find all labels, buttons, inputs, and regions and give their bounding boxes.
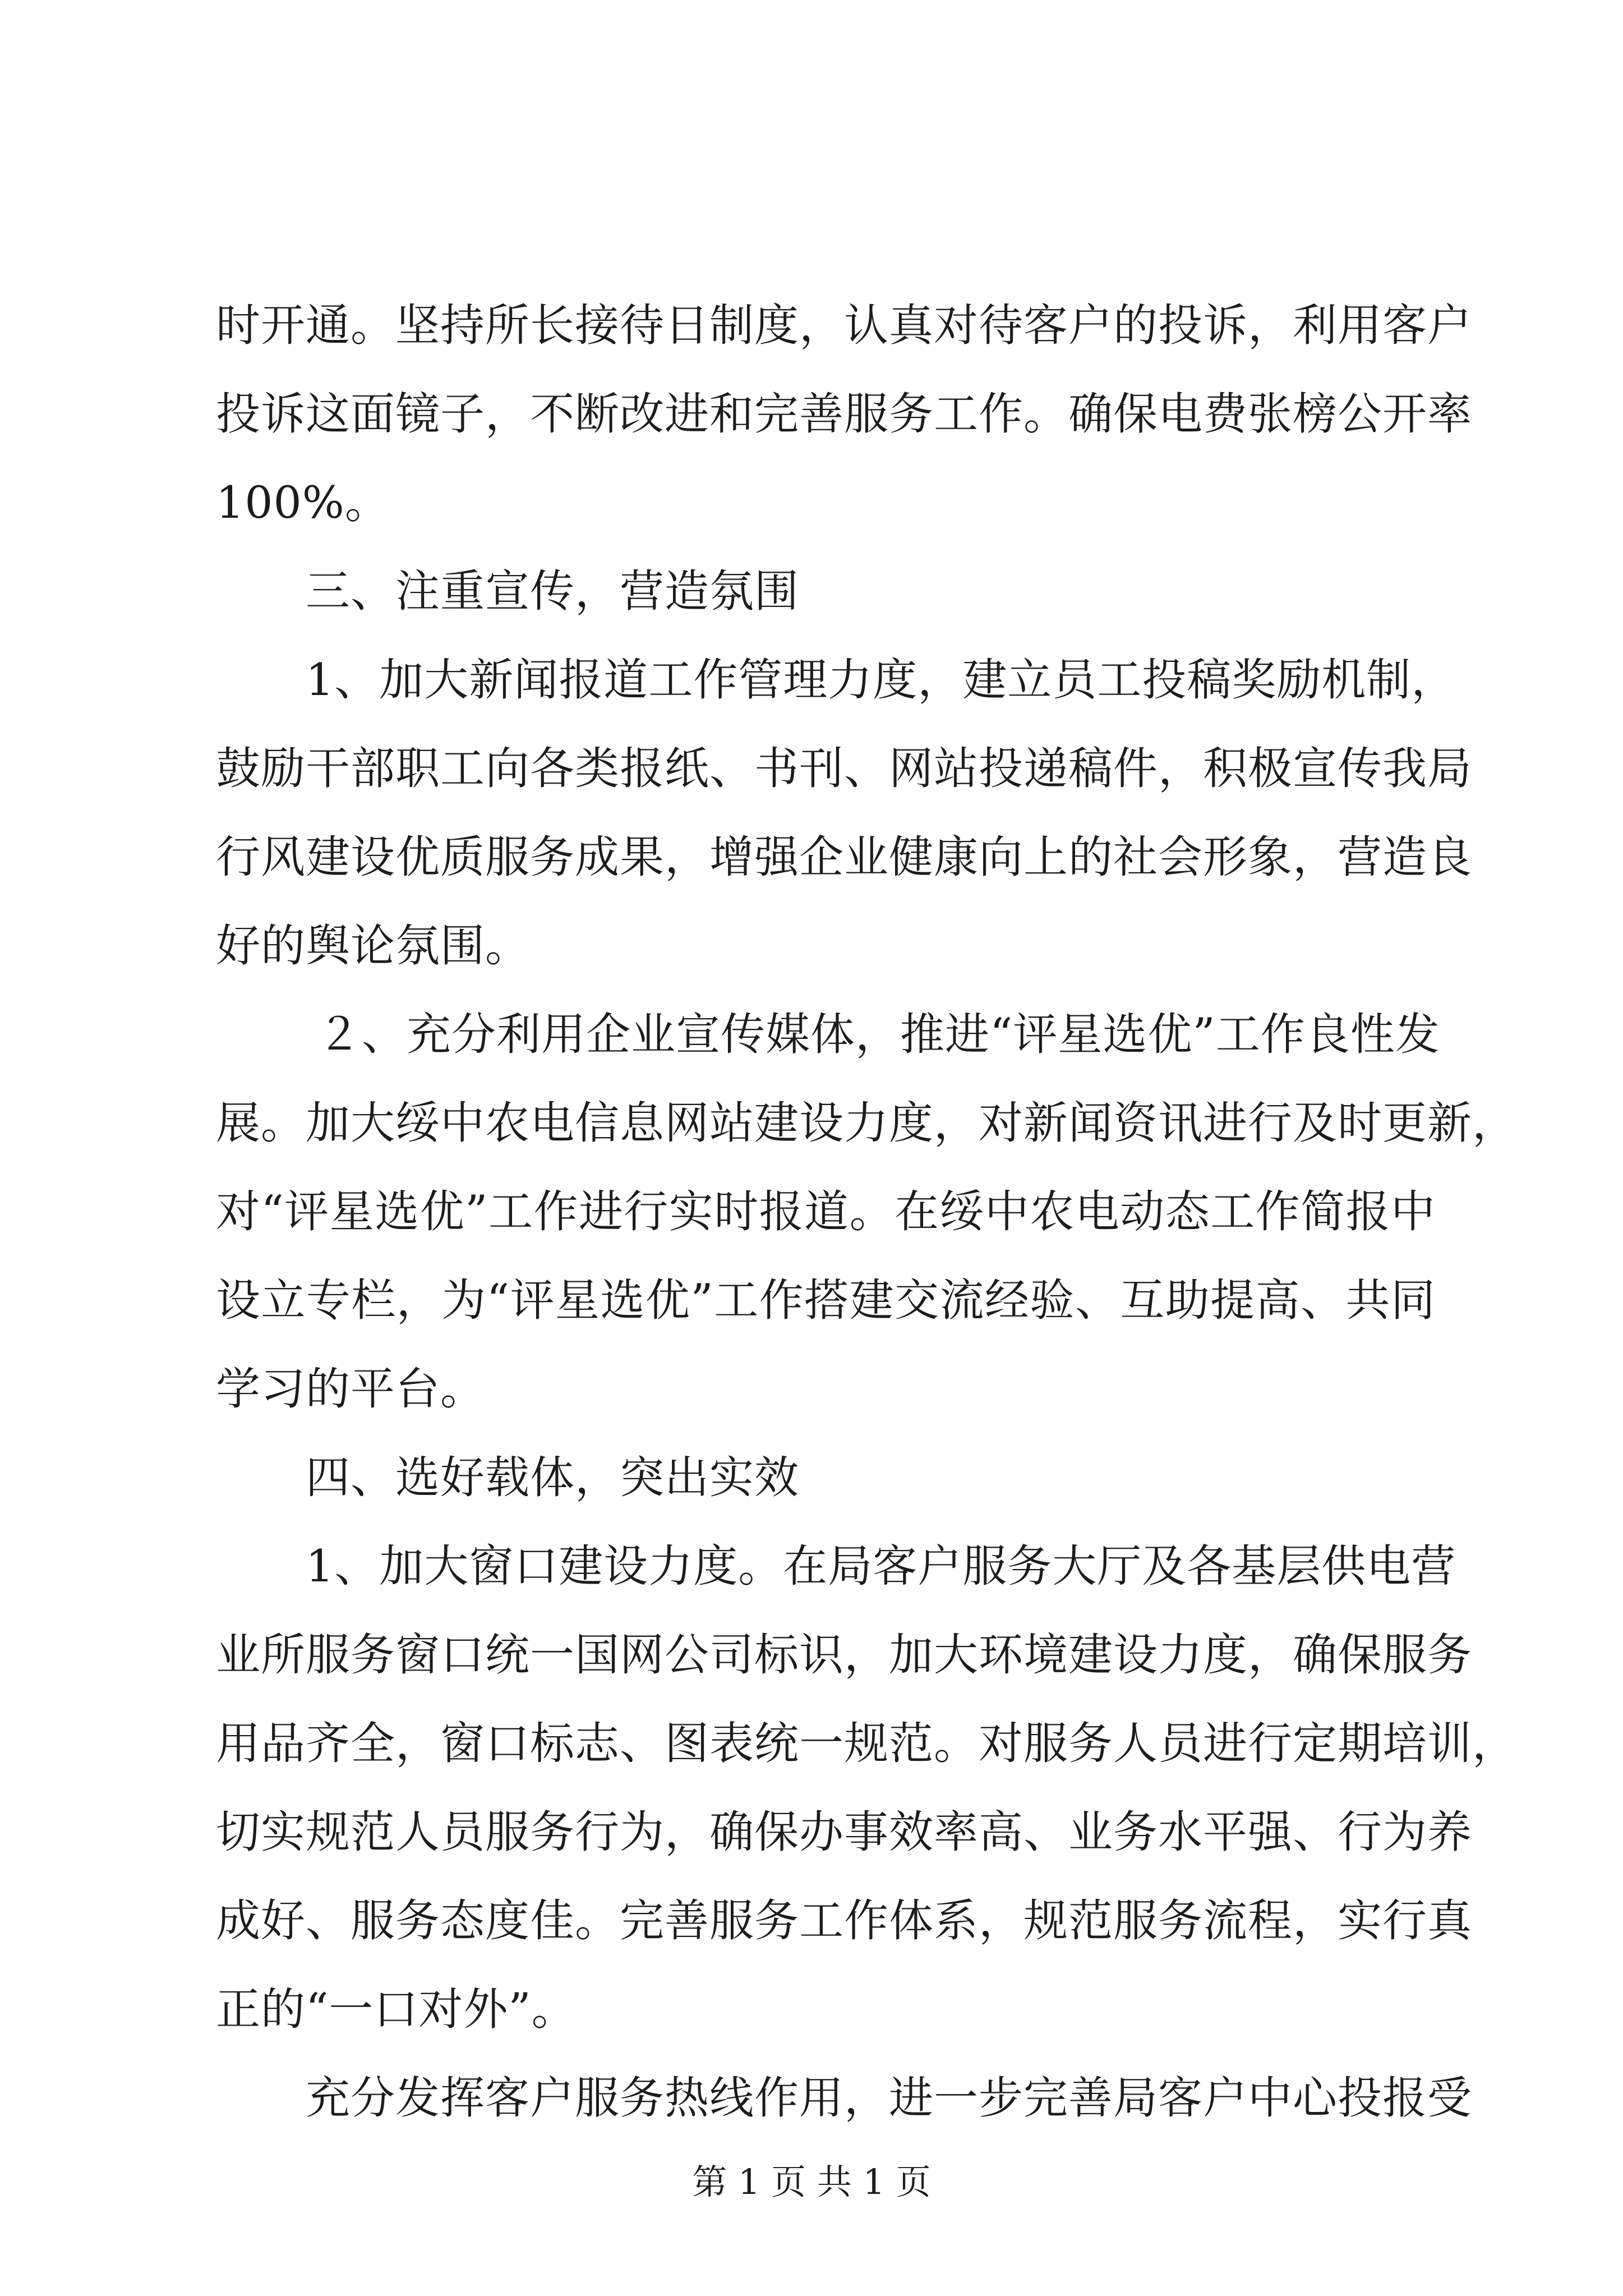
body-line: 对“评星选优”工作进行实时报道。在绥中农电动态工作简报中: [216, 1186, 1436, 1237]
body-line: 行风建设优质服务成果，增强企业健康向上的社会形象，营造良: [216, 831, 1472, 883]
body-line: 业所服务窗口统一国网公司标识，加大环境建设力度，确保服务: [216, 1629, 1472, 1681]
body-line: 正的“一口对外”。: [216, 1984, 577, 2035]
body-line: 用品齐全，窗口标志、图表统一规范。对服务人员进行定期培训，: [216, 1718, 1517, 1769]
body-line: 展。加大绥中农电信息网站建设力度，对新闻资讯进行及时更新，: [216, 1097, 1517, 1149]
body-line: 学习的平台。: [216, 1363, 485, 1415]
body-line: 时开通。坚持所长接待日制度，认真对待客户的投诉，利用客户: [216, 300, 1472, 351]
body-line: 100%。: [216, 477, 390, 528]
body-line: 切实规范人员服务行为，确保办事效率高、业务水平强、行为养: [216, 1806, 1472, 1858]
body-line: 鼓励干部职工向各类报纸、书刊、网站投递稿件，积极宣传我局: [216, 743, 1472, 794]
body-line: 好的舆论氛围。: [216, 920, 530, 972]
body-line: 成好、服务态度佳。完善服务工作体系，规范服务流程，实行真: [216, 1895, 1472, 1947]
body-line: 1、加大窗口建设力度。在局客户服务大厅及各基层供电营: [306, 1540, 1456, 1592]
body-line: 投诉这面镜子，不断改进和完善服务工作。确保电费张榜公开率: [216, 388, 1472, 440]
section-heading: 四、选好载体，突出实效: [306, 1452, 799, 1503]
page-number-footer: 第 1 页 共 1 页: [692, 2161, 931, 2202]
section-heading: 三、注重宣传，营造氛围: [306, 565, 799, 617]
body-line: 设立专栏，为“评星选优”工作搭建交流经验、互助提高、共同: [216, 1274, 1436, 1326]
body-line: 1、加大新闻报道工作管理力度，建立员工投稿奖励机制，: [306, 654, 1456, 706]
body-line: 充分发挥客户服务热线作用，进一步完善局客户中心投报受: [306, 2072, 1472, 2124]
body-line: ２、充分利用企业宣传媒体，推进“评星选优”工作良性发: [317, 1009, 1440, 1060]
